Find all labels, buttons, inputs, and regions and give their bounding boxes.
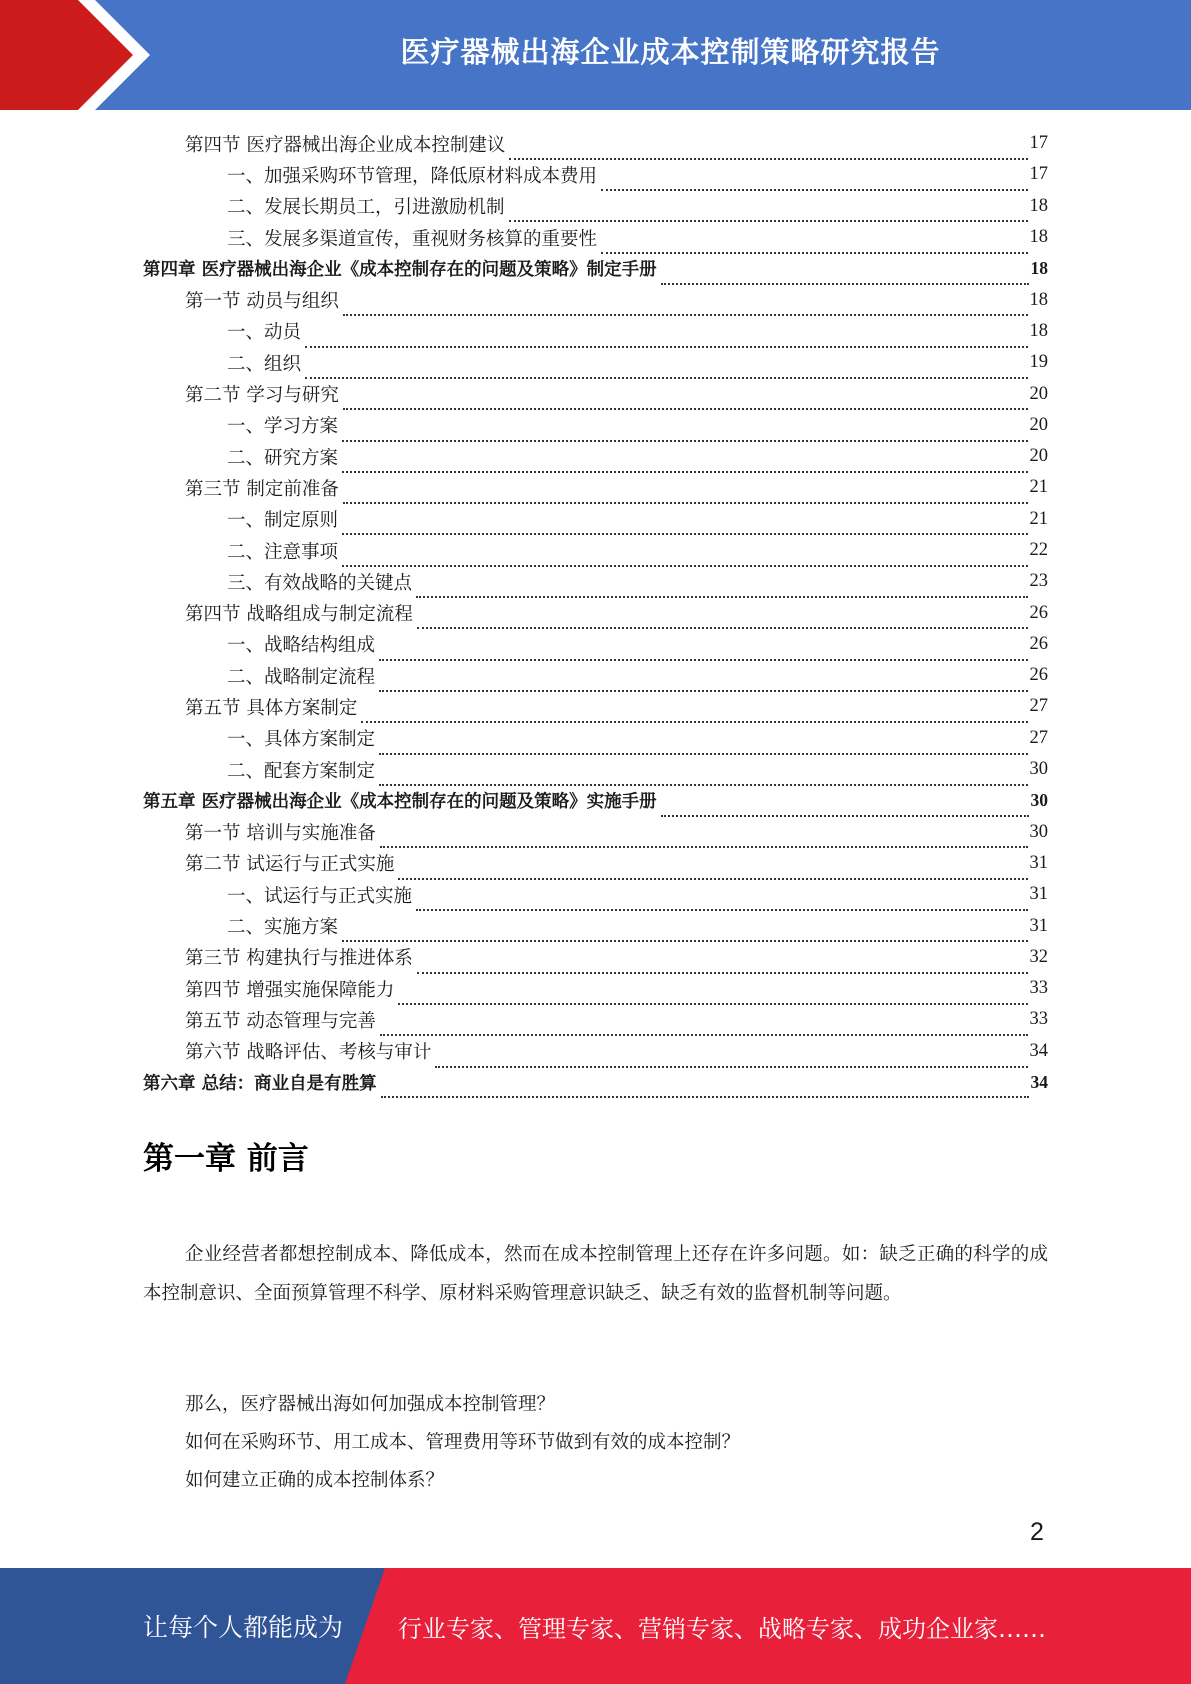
toc-dot-leader xyxy=(343,296,1028,317)
toc-dot-leader xyxy=(379,765,1027,786)
toc-dot-leader xyxy=(381,1079,1029,1099)
toc-page-number: 26 xyxy=(1029,633,1048,654)
toc-entry-title: 二、研究方案 xyxy=(227,447,339,469)
toc-entry-title: 第二节 学习与研究 xyxy=(185,385,339,407)
question-2: 如何在采购环节、用工成本、管理费用等环节做到有效的成本控制？ xyxy=(185,1432,741,1453)
question-1: 那么，医疗器械出海如何加强成本控制管理？ xyxy=(185,1394,556,1415)
toc-section-entry[interactable] xyxy=(143,1036,1048,1067)
toc-page-number: 18 xyxy=(1029,320,1048,341)
toc-entry-title: 第二节 试运行与正式实施 xyxy=(185,854,395,876)
toc-subsection-entry[interactable] xyxy=(143,879,1048,910)
toc-dot-leader xyxy=(661,797,1029,817)
toc-dot-leader xyxy=(435,1047,1027,1068)
toc-dot-leader xyxy=(417,953,1028,974)
toc-entry-title: 第六节 战略评估、考核与审计 xyxy=(185,1042,432,1064)
toc-dot-leader xyxy=(379,671,1027,692)
toc-entry-title: 二、配套方案制定 xyxy=(227,760,376,782)
toc-subsection-entry[interactable] xyxy=(143,723,1048,754)
toc-entry-title: 一、战略结构组成 xyxy=(227,635,376,657)
toc-page-number: 30 xyxy=(1030,790,1048,811)
toc-section-entry[interactable] xyxy=(143,1004,1048,1035)
footer-banner xyxy=(0,1568,1191,1684)
toc-page-number: 27 xyxy=(1029,696,1048,717)
toc-dot-leader xyxy=(601,233,1027,254)
toc-dot-leader xyxy=(379,734,1027,755)
toc-dot-leader xyxy=(343,484,1028,505)
toc-section-entry[interactable] xyxy=(143,848,1048,879)
toc-subsection-entry[interactable] xyxy=(143,629,1048,660)
toc-subsection-entry[interactable] xyxy=(143,347,1048,378)
toc-section-entry[interactable] xyxy=(143,597,1048,628)
toc-page-number: 31 xyxy=(1029,915,1048,936)
toc-page-number: 18 xyxy=(1029,195,1048,216)
toc-subsection-entry[interactable] xyxy=(143,222,1048,253)
toc-entry-title: 第四节 增强实施保障能力 xyxy=(185,979,395,1001)
toc-entry-title: 第三节 构建执行与推进体系 xyxy=(185,948,413,970)
toc-page-number: 26 xyxy=(1029,665,1048,686)
toc-dot-leader xyxy=(342,546,1027,567)
toc-dot-leader xyxy=(380,828,1028,849)
toc-page-number: 30 xyxy=(1029,759,1048,780)
toc-page-number: 20 xyxy=(1029,446,1048,467)
toc-page-number: 31 xyxy=(1029,884,1048,905)
report-title: 医疗器械出海企业成本控制策略研究报告 xyxy=(400,34,941,69)
toc-page-number: 23 xyxy=(1029,571,1048,592)
toc-section-entry[interactable] xyxy=(143,128,1048,159)
toc-entry-title: 第三节 制定前准备 xyxy=(185,478,339,500)
toc-page-number: 33 xyxy=(1029,1009,1048,1030)
toc-dot-leader xyxy=(380,1016,1028,1037)
toc-entry-title: 第四章 医疗器械出海企业《成本控制存在的问题及策略》制定手册 xyxy=(143,260,657,281)
footer-slogan-right: 行业专家、管理专家、营销专家、战略专家、成功企业家…… xyxy=(398,1614,1046,1643)
toc-dot-leader xyxy=(416,891,1027,912)
toc-page-number: 18 xyxy=(1029,227,1048,248)
toc-entry-title: 一、学习方案 xyxy=(227,416,339,438)
toc-entry-title: 二、注意事项 xyxy=(227,541,339,563)
toc-entry-title: 二、组织 xyxy=(227,353,302,375)
toc-entry-title: 一、试运行与正式实施 xyxy=(227,885,413,907)
toc-entry-title: 第五节 动态管理与完善 xyxy=(185,1010,376,1032)
toc-dot-leader xyxy=(509,139,1027,160)
toc-entry-title: 第六章 总结：商业自是有胜算 xyxy=(143,1074,377,1095)
toc-page-number: 18 xyxy=(1029,289,1048,310)
toc-page-number: 21 xyxy=(1029,477,1048,498)
toc-dot-leader xyxy=(343,390,1028,411)
toc-entry-title: 二、战略制定流程 xyxy=(227,666,376,688)
toc-entry-title: 第五节 具体方案制定 xyxy=(185,697,358,719)
toc-entry-title: 第一节 动员与组织 xyxy=(185,291,339,313)
toc-entry-title: 一、具体方案制定 xyxy=(227,729,376,751)
question-3: 如何建立正确的成本控制体系？ xyxy=(185,1470,445,1491)
toc-page-number: 32 xyxy=(1029,946,1048,967)
toc-dot-leader xyxy=(417,609,1028,630)
toc-page-number: 34 xyxy=(1029,1040,1048,1061)
toc-dot-leader xyxy=(305,358,1027,379)
toc-subsection-entry[interactable] xyxy=(143,504,1048,535)
toc-page-number: 17 xyxy=(1029,133,1048,154)
footer-slogan-left: 让每个人都能成为 xyxy=(143,1613,344,1642)
toc-subsection-entry[interactable] xyxy=(143,159,1048,190)
toc-entry-title: 一、加强采购环节管理，降低原材料成本费用 xyxy=(227,165,598,187)
toc-subsection-entry[interactable] xyxy=(143,754,1048,785)
toc-dot-leader xyxy=(416,578,1027,599)
toc-section-entry[interactable] xyxy=(143,973,1048,1004)
toc-dot-leader xyxy=(398,859,1027,880)
toc-dot-leader xyxy=(342,922,1027,943)
toc-entry-title: 二、发展长期员工，引进激励机制 xyxy=(227,197,505,219)
toc-section-entry[interactable] xyxy=(143,284,1048,315)
toc-dot-leader xyxy=(342,421,1027,442)
toc-subsection-entry[interactable] xyxy=(143,566,1048,597)
chapter-title: 第一章 前言 xyxy=(143,1141,309,1177)
toc-dot-leader xyxy=(509,202,1028,223)
toc-page-number: 17 xyxy=(1029,164,1048,185)
toc-section-entry[interactable] xyxy=(143,691,1048,722)
toc-page-number: 31 xyxy=(1029,852,1048,873)
toc-dot-leader xyxy=(398,984,1027,1005)
toc-dot-leader xyxy=(661,265,1029,285)
toc-page-number: 18 xyxy=(1030,258,1048,279)
toc-dot-leader xyxy=(342,515,1027,536)
toc-dot-leader xyxy=(379,640,1027,661)
toc-page-number: 20 xyxy=(1029,414,1048,435)
toc-entry-title: 三、发展多渠道宣传，重视财务核算的重要性 xyxy=(227,228,598,250)
toc-dot-leader xyxy=(305,327,1027,348)
toc-section-entry[interactable] xyxy=(143,817,1048,848)
toc-section-entry[interactable] xyxy=(143,942,1048,973)
toc-entry-title: 第五章 医疗器械出海企业《成本控制存在的问题及策略》实施手册 xyxy=(143,792,657,813)
toc-page-number: 27 xyxy=(1029,727,1048,748)
toc-page-number: 22 xyxy=(1029,540,1048,560)
toc-subsection-entry[interactable] xyxy=(143,316,1048,347)
toc-entry-title: 一、制定原则 xyxy=(227,510,339,532)
page-number: 2 xyxy=(1030,1518,1044,1546)
intro-paragraph: 企业经营者都想控制成本、降低成本，然而在成本控制管理上还存在许多问题。如：缺乏正确的科学的成本控制意识、全面预算管理不科学、原材料采购管理意识缺乏、缺乏有效的监督机制等问题。 xyxy=(143,1244,1048,1304)
toc-page-number: 30 xyxy=(1029,821,1048,842)
toc-dot-leader xyxy=(342,452,1027,473)
toc-chapter-entry[interactable] xyxy=(143,1067,1048,1098)
toc-entry-title: 第一节 培训与实施准备 xyxy=(185,823,376,845)
toc-subsection-entry[interactable] xyxy=(143,535,1048,566)
toc-section-entry[interactable] xyxy=(143,472,1048,503)
toc-entry-title: 第四节 战略组成与制定流程 xyxy=(185,604,413,626)
toc-subsection-entry[interactable] xyxy=(143,910,1048,941)
toc-subsection-entry[interactable] xyxy=(143,191,1048,222)
toc-page-number: 21 xyxy=(1029,508,1048,529)
header-arrow-graphic xyxy=(0,0,160,110)
toc-page-number: 33 xyxy=(1029,978,1048,999)
header-banner xyxy=(0,0,1191,110)
toc-dot-leader xyxy=(601,171,1027,192)
toc-subsection-entry[interactable] xyxy=(143,410,1048,441)
toc-dot-leader xyxy=(361,703,1027,724)
toc-page-number: 26 xyxy=(1029,602,1048,623)
toc-page-number: 34 xyxy=(1030,1072,1048,1093)
toc-page-number: 19 xyxy=(1029,352,1048,373)
toc-entry-title: 一、动员 xyxy=(227,322,302,344)
toc-section-entry[interactable] xyxy=(143,378,1048,409)
toc-chapter-entry[interactable] xyxy=(143,785,1048,816)
toc-entry-title: 二、实施方案 xyxy=(227,917,339,939)
toc-subsection-entry[interactable] xyxy=(143,660,1048,691)
table-of-contents xyxy=(143,128,1048,1098)
toc-entry-title: 第四节 医疗器械出海企业成本控制建议 xyxy=(185,134,506,156)
toc-chapter-entry[interactable] xyxy=(143,253,1048,284)
toc-entry-title: 三、有效战略的关键点 xyxy=(227,572,413,594)
toc-subsection-entry[interactable] xyxy=(143,441,1048,472)
toc-page-number: 20 xyxy=(1029,383,1048,404)
